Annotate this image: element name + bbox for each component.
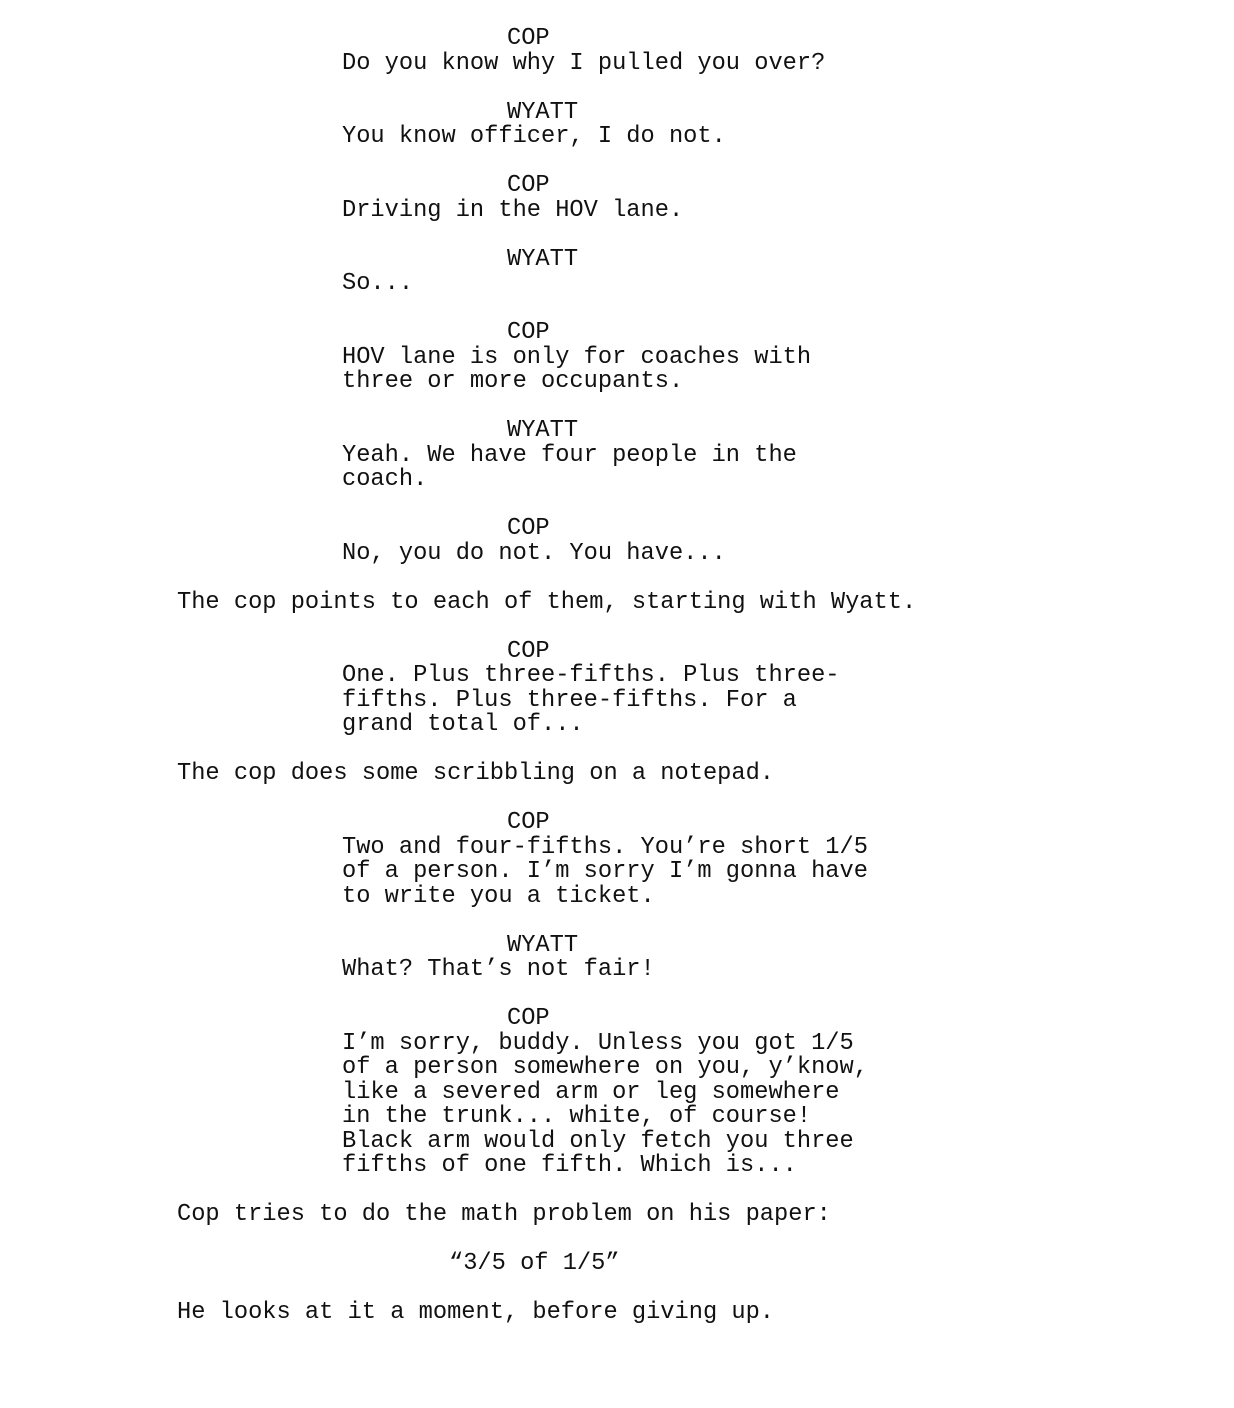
character-name: WYATT	[507, 417, 579, 444]
character-cue	[0, 27, 1234, 52]
character-cue	[0, 174, 1234, 199]
blank-line	[0, 566, 1234, 591]
blank-line	[0, 1228, 1234, 1253]
character-cue	[0, 637, 1234, 665]
action-block	[0, 1203, 1234, 1228]
action-block	[0, 762, 1234, 787]
blank-line	[0, 1277, 1234, 1302]
character-name: COP	[507, 1005, 550, 1032]
blank-line	[0, 76, 1234, 101]
dialogue-line: One. Plus three-fifths. Plus three-	[342, 662, 840, 689]
dialogue-line: grand total of...	[342, 711, 584, 738]
blank-line	[0, 738, 1234, 763]
dialogue-block	[0, 272, 1234, 297]
character-cue	[0, 245, 1234, 273]
dialogue-line: like a severed arm or leg somewhere	[342, 1078, 840, 1106]
dialogue-line: of a person somewhere on you, y’know,	[342, 1054, 868, 1081]
character-name: WYATT	[507, 245, 579, 273]
action-line: Cop tries to do the math problem on his paper:	[177, 1201, 831, 1228]
character-name: COP	[507, 319, 550, 346]
centered-text-block	[0, 1252, 1234, 1277]
blank-line	[0, 1326, 1234, 1351]
dialogue-line: No, you do not. You have...	[342, 539, 726, 567]
dialogue-line: What? That’s not fair!	[342, 956, 655, 983]
dialogue-line: fifths of one fifth. Which is...	[342, 1152, 797, 1179]
character-name: COP	[507, 809, 550, 836]
character-cue	[0, 931, 1234, 959]
character-cue	[0, 321, 1234, 346]
dialogue-block	[0, 664, 1234, 738]
dialogue-block	[0, 958, 1234, 983]
dialogue-block	[0, 196, 1234, 224]
dialogue-line: You know officer, I do not.	[342, 123, 726, 150]
dialogue-line: of a person. I’m sorry I’m gonna have	[342, 858, 868, 885]
character-cue	[0, 98, 1234, 126]
dialogue-line: Driving in the HOV lane.	[342, 196, 684, 224]
character-cue	[0, 1007, 1234, 1032]
dialogue-line: fifths. Plus three-fifths. For a	[342, 686, 797, 714]
dialogue-line: HOV lane is only for coaches with	[342, 343, 812, 371]
action-line: He looks at it a moment, before giving up.	[177, 1299, 775, 1326]
dialogue-line: I’m sorry, buddy. Unless you got 1/5	[342, 1029, 854, 1057]
dialogue-line: So...	[342, 270, 414, 297]
blank-line	[0, 150, 1234, 175]
blank-line	[0, 223, 1234, 248]
screenplay-page	[0, 27, 1234, 1350]
dialogue-line: Do you know why I pulled you over?	[342, 49, 826, 77]
blank-line	[0, 615, 1234, 640]
dialogue-block	[0, 833, 1234, 910]
blank-line	[0, 297, 1234, 322]
character-name: COP	[507, 637, 550, 665]
blank-line	[0, 983, 1234, 1008]
action-line: The cop points to each of them, starting with Wyatt.	[177, 588, 917, 616]
dialogue-line: to write you a ticket.	[342, 882, 655, 910]
dialogue-line: in the trunk... white, of course!	[342, 1103, 812, 1130]
dialogue-block	[0, 125, 1234, 150]
character-cue	[0, 517, 1234, 542]
blank-line	[0, 1179, 1234, 1204]
dialogue-block	[0, 343, 1234, 395]
dialogue-line: Black arm would only fetch you three	[342, 1127, 854, 1155]
action-block	[0, 1301, 1234, 1326]
dialogue-line: Two and four-fifths. You’re short 1/5	[342, 833, 868, 861]
dialogue-block	[0, 1029, 1234, 1179]
dialogue-block	[0, 441, 1234, 493]
character-name: COP	[507, 172, 550, 199]
blank-line	[0, 395, 1234, 420]
dialogue-block	[0, 539, 1234, 567]
centered-line: “3/5 of 1/5”	[449, 1250, 620, 1277]
character-cue	[0, 419, 1234, 444]
action-block	[0, 588, 1234, 616]
blank-line	[0, 493, 1234, 518]
character-name: COP	[507, 515, 550, 542]
dialogue-line: three or more occupants.	[342, 368, 684, 395]
character-name: WYATT	[507, 98, 579, 126]
character-cue	[0, 811, 1234, 836]
character-name: COP	[507, 25, 550, 52]
action-line: The cop does some scribbling on a notepad.	[177, 760, 775, 787]
dialogue-line: Yeah. We have four people in the	[342, 441, 797, 469]
blank-line	[0, 909, 1234, 934]
dialogue-block	[0, 49, 1234, 77]
character-name: WYATT	[507, 931, 579, 959]
dialogue-line: coach.	[342, 466, 428, 493]
blank-line	[0, 787, 1234, 812]
